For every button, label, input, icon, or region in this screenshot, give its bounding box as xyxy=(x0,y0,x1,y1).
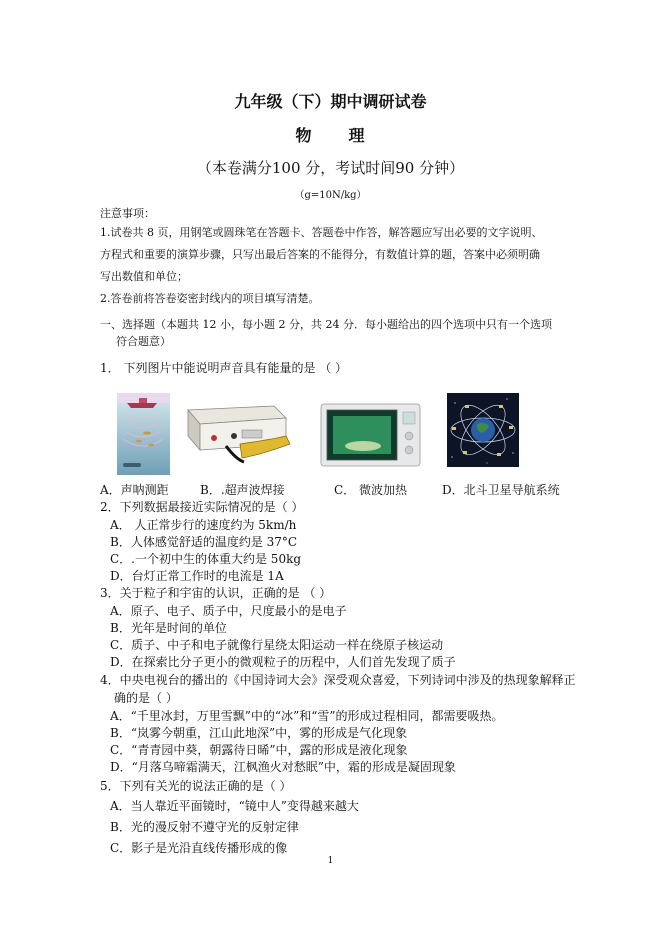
q5-option-b: B．光的漫反射不遵守光的反射定律 xyxy=(110,820,299,834)
section-1-heading-line-1: 一、选择题（本题共 12 小，每小题 2 分，共 24 分．每小题给出的四个选项中只有一个选项 xyxy=(100,318,552,331)
q2-stem: 2．下列数据最接近实际情况的是（ ） xyxy=(100,500,304,514)
q3-option-d: D．在探索比分子更小的微观粒子的历程中，人们首先发现了质子 xyxy=(110,655,456,669)
q1-option-d: D．北斗卫星导航系统 xyxy=(442,483,560,497)
q4-option-a: A．“千里冰封，万里雪飘”中的“冰”和“雪”的形成过程相同，都需要吸热。 xyxy=(110,709,504,723)
q1-stem: 1． 下列图片中能说明声音具有能量的是 （ ） xyxy=(100,361,348,375)
microwave-oven-image xyxy=(319,402,422,468)
sonar-image xyxy=(117,393,170,475)
q3-option-c: C．质子、中子和电子就像行星绕太阳运动一样在绕原子核运动 xyxy=(110,638,444,652)
note-1-line-2: 方程式和重要的演算步骤，只写出最后答案的不能得分，有数值计算的题，答案中必须明确 xyxy=(100,248,540,261)
q1-option-b: B．.超声波焊接 xyxy=(200,483,285,497)
score-info: （本卷满分100 分，考试时间90 分钟） xyxy=(196,159,465,177)
note-2: 2.答卷前将答卷姿密封线内的项目填写清楚。 xyxy=(100,292,320,305)
q4-stem-line-2: 确的是（ ） xyxy=(114,691,178,705)
q1-option-a: A．声呐测距 xyxy=(100,483,169,497)
section-1-heading-line-2: 符合题意） xyxy=(116,335,171,348)
q3-stem: 3．关于粒子和宇宙的认识，正确的是 （ ） xyxy=(100,586,332,600)
notes-heading: 注意事项： xyxy=(100,207,155,220)
note-1-line-3: 写出数值和单位； xyxy=(100,270,188,283)
q4-option-b: B．“岚雾今朝重，江山此地深”中，雾的形成是气化现象 xyxy=(110,726,408,740)
ultrasonic-welder-image xyxy=(182,400,294,466)
q5-option-a: A．当人靠近平面镜时，“镜中人”变得越来越大 xyxy=(110,799,359,813)
q5-stem: 5．下列有关光的说法正确的是（ ） xyxy=(100,779,292,793)
q4-option-c: C．“青青园中葵，朝露待日晞”中，露的形成是液化现象 xyxy=(110,743,408,757)
q2-option-c: C．.一个初中生的体重大约是 50kg xyxy=(110,552,302,566)
page-number: 1 xyxy=(327,856,334,866)
g-value-note: （g=10N/kg） xyxy=(294,190,367,201)
q4-stem-line-1: 4．中央电视台的播出的《中国诗词大会》深受观众喜爱，下列诗词中涉及的热现象解释正 xyxy=(100,673,576,687)
subject-name xyxy=(0,123,661,146)
q4-option-d: D．“月落乌啼霜满天，江枫渔火对愁眠”中，霜的形成是凝固现象 xyxy=(110,760,456,774)
q2-option-a: A． 人正常步行的速度约为 5km/h xyxy=(110,518,297,532)
q3-option-b: B．光年是时间的单位 xyxy=(110,621,227,635)
q1-option-c: C． 微波加热 xyxy=(334,483,407,497)
subject-char-2: 理 xyxy=(348,126,366,145)
beidou-satellite-image xyxy=(447,393,519,467)
subject-char-1: 物 xyxy=(295,126,313,145)
q2-option-b: B．人体感觉舒适的温度约是 37°C xyxy=(110,535,298,549)
q5-option-c: C．影子是光沿直线传播形成的像 xyxy=(110,841,288,855)
q3-option-a: A．原子、电子、质子中，尺度最小的是电子 xyxy=(110,604,347,618)
note-1-line-1: 1.试卷共 8 页，用钢笔或圆珠笔在答题卡、答题卷中作答，解答题应写出必要的文字说明、 xyxy=(100,226,543,239)
exam-title: 九年级（下）期中调研试卷 xyxy=(234,92,427,111)
q2-option-d: D．台灯正常工作时的电流是 1A xyxy=(110,569,284,583)
